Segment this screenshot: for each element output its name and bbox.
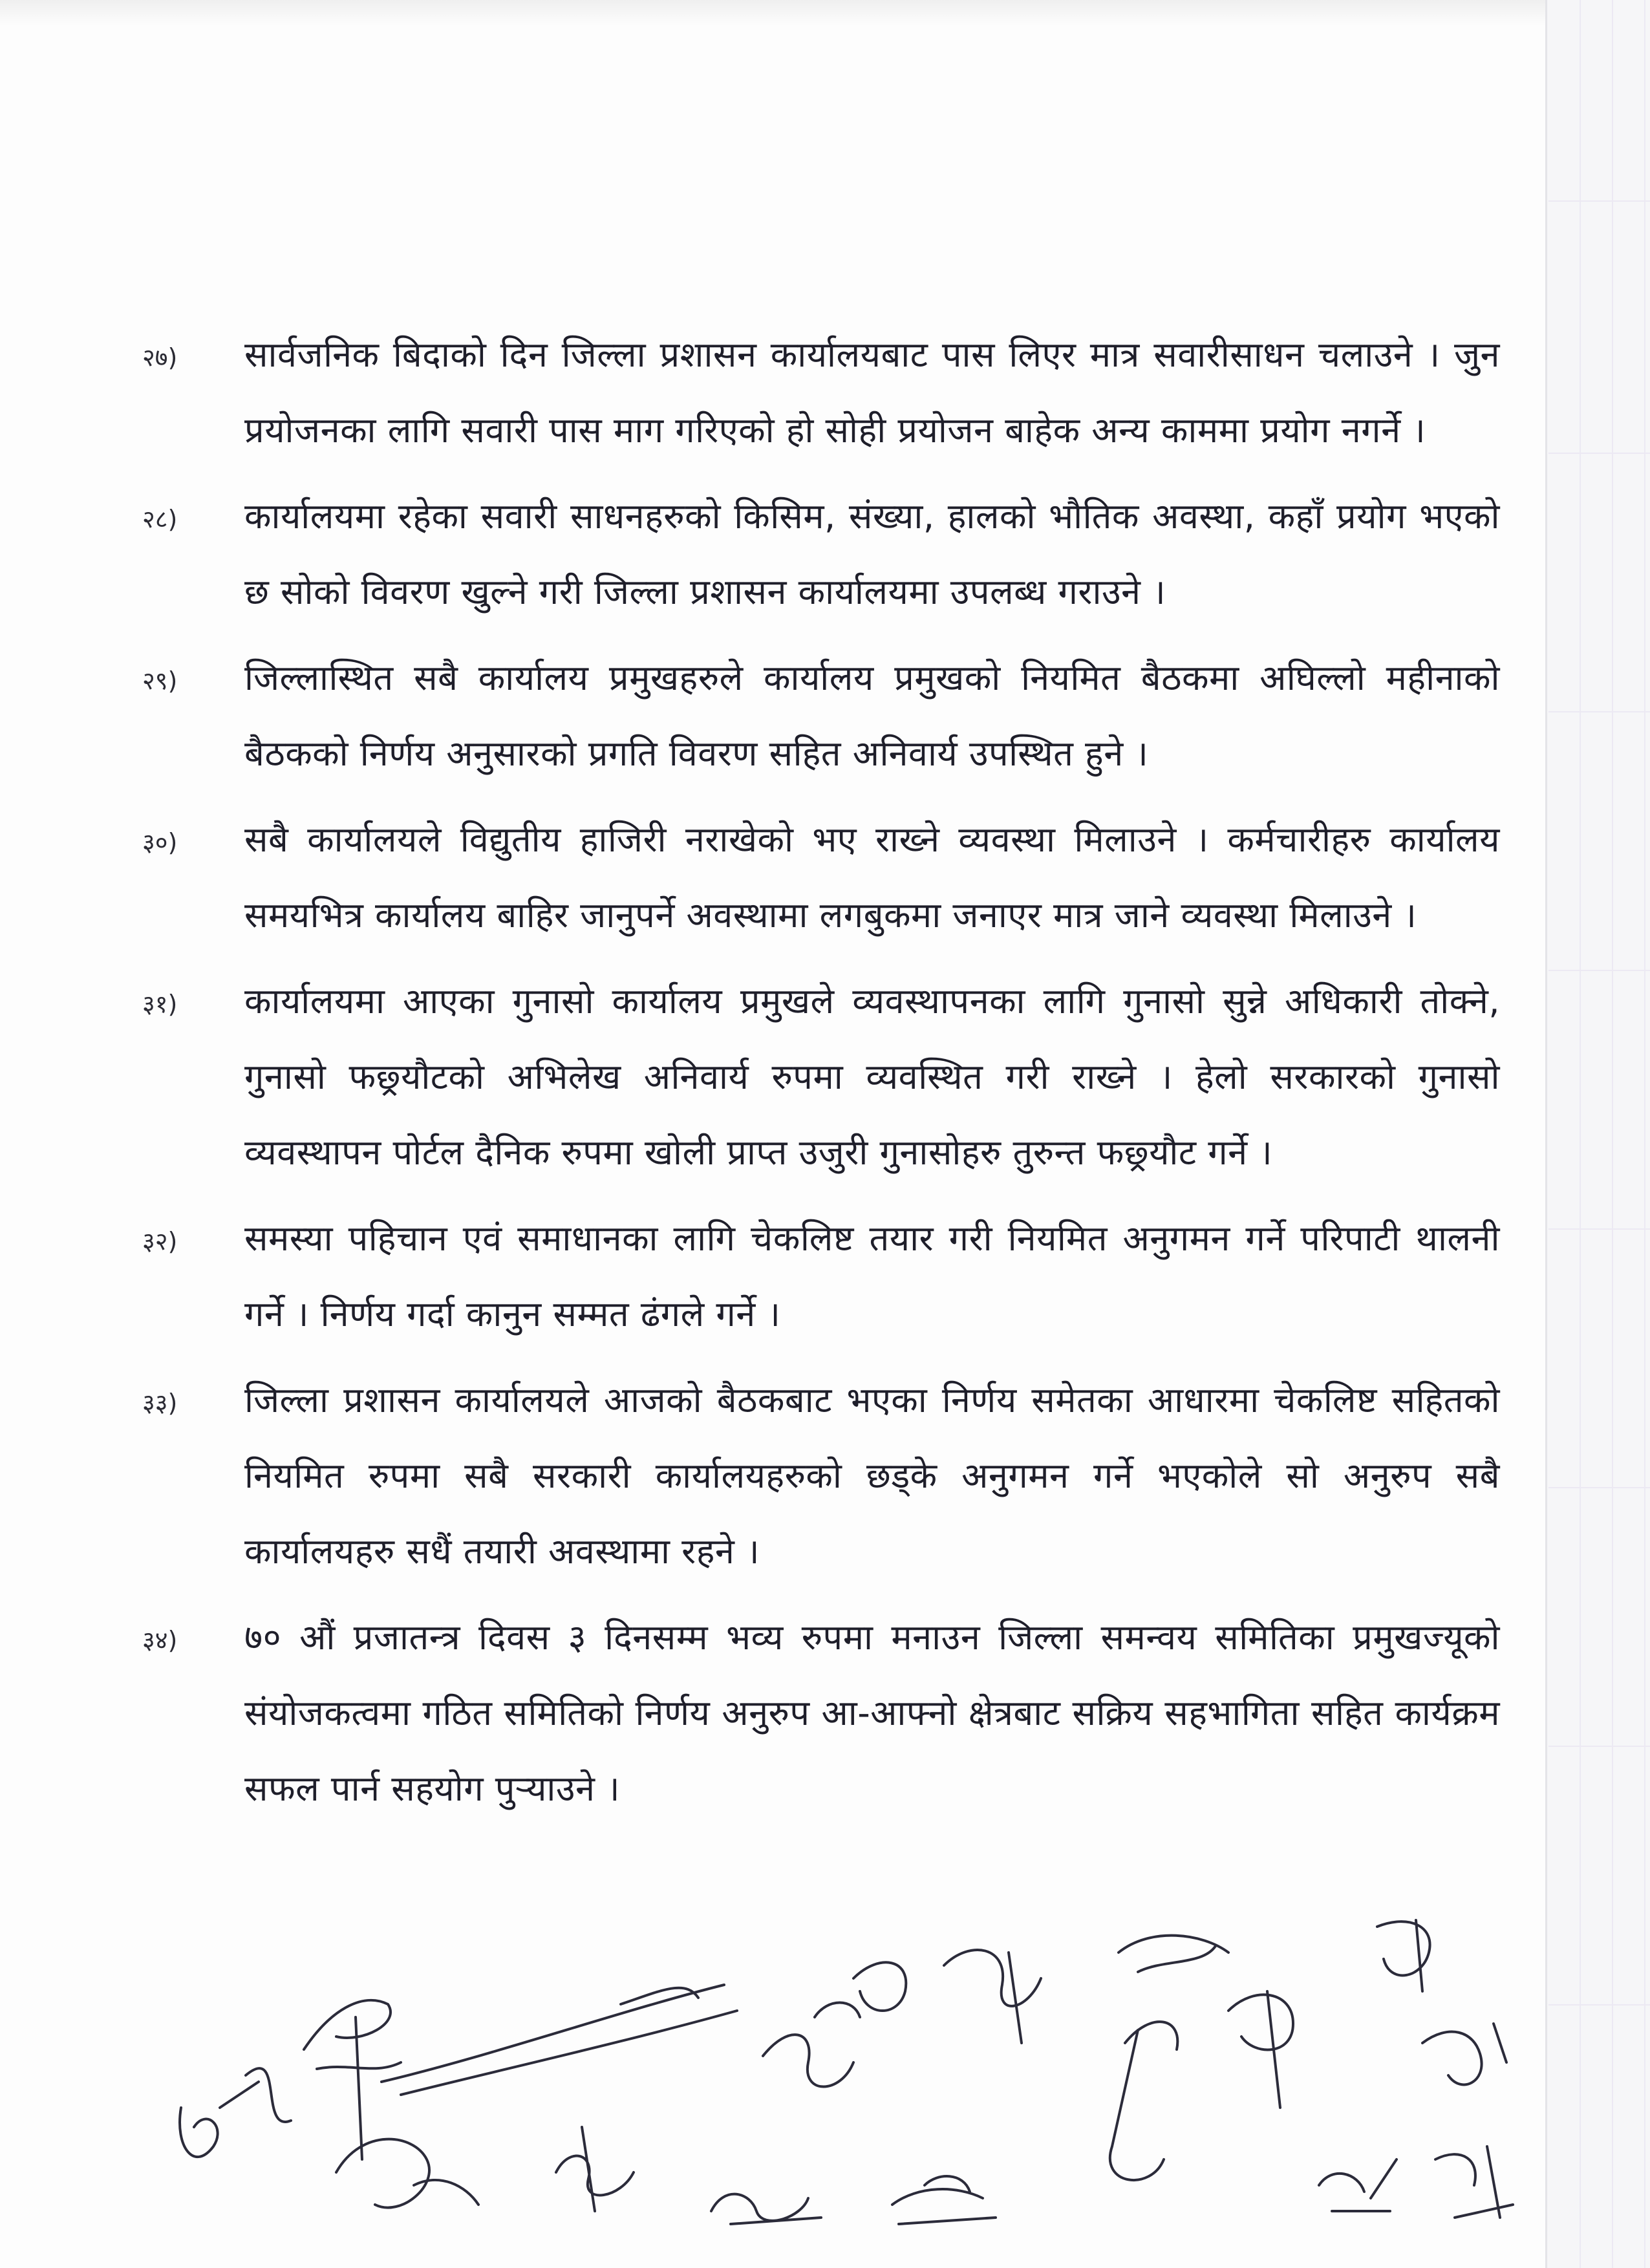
page-top-shadow xyxy=(0,0,1650,26)
signature xyxy=(892,2176,996,2224)
signature xyxy=(180,2068,291,2157)
signature xyxy=(944,1950,1041,2043)
item-number: २७) xyxy=(142,343,178,372)
grid-line xyxy=(1548,200,1650,202)
signature xyxy=(853,1962,906,2011)
signature xyxy=(556,2127,634,2211)
grid-line xyxy=(1548,970,1650,971)
decision-item xyxy=(116,963,1500,1190)
item-text: जिल्लास्थित सबै कार्यालय प्रमुखहरुले कार्यालय प्रमुखको नियमित बैठकमा अघिल्लो महीनाको बैठकको निर्णय अनुसारको प्रगति विवरण सहित अनिवार्य उपस्थित हुने । xyxy=(244,658,1500,774)
signature xyxy=(1110,2022,1177,2180)
decision-item xyxy=(116,478,1500,630)
handwritten-signatures xyxy=(168,1914,1552,2250)
decision-item xyxy=(116,1362,1500,1589)
signature xyxy=(763,2003,860,2087)
decision-list xyxy=(116,317,1500,1837)
grid-line xyxy=(1580,0,1581,2268)
grid-line xyxy=(1548,453,1650,454)
item-number: २९) xyxy=(142,667,178,695)
grid-line xyxy=(1548,711,1650,712)
grid-line xyxy=(1548,1487,1650,1488)
item-text: ७० औं प्रजातन्त्र दिवस ३ दिनसम्म भव्य रुपमा मनाउन जिल्ला समन्वय समितिका प्रमुखज्यूको संयोजकत्वमा गठित समितिको निर्णय अनुरुप आ-आफ्नो क्षेत्रबाट सक्रिय सहभागिता सहित कार्यक्रम सफल पार्न सहयोग पुऱ्याउने । xyxy=(244,1617,1500,1809)
signature xyxy=(1228,1991,1293,2108)
decision-item xyxy=(116,1201,1500,1352)
grid-line xyxy=(1548,1746,1650,1747)
item-number: ३३) xyxy=(142,1389,178,1417)
signature xyxy=(711,2194,821,2224)
signature xyxy=(1435,2146,1513,2218)
item-text: कार्यालयमा आएका गुनासो कार्यालय प्रमुखले व्यवस्थापनका लागि गुनासो सुन्ने अधिकारी तोक्ने, गुनासो फछ्र्यौटको अभिलेख अनिवार्य रुपमा व्यवस्थित गरी राख्ने । हेलो सरकारको गुनासो व्यवस्थापन पोर्टल दैनिक रुपमा खोली प्राप्त उजुरी गुनासोहरु तुरुन्त फछ्र्यौट गर्ने । xyxy=(244,981,1500,1173)
signature-area xyxy=(168,1914,1552,2250)
decision-item xyxy=(116,317,1500,468)
item-number: ३२) xyxy=(142,1227,178,1256)
signature xyxy=(336,2139,478,2208)
grid-line xyxy=(1548,2004,1650,2006)
signature xyxy=(1119,1936,1228,1972)
item-number: २८) xyxy=(142,505,178,533)
underlying-grid-paper xyxy=(1545,0,1650,2268)
decision-item xyxy=(116,640,1500,791)
item-text: समस्या पहिचान एवं समाधानका लागि चेकलिष्ट तयार गरी नियमित अनुगमन गर्ने परिपाटी थालनी गर्ने । निर्णय गर्दा कानुन सम्मत ढंगले गर्ने । xyxy=(244,1218,1500,1334)
grid-line xyxy=(1612,0,1613,2268)
item-text: कार्यालयमा रहेका सवारी साधनहरुको किसिम, संख्या, हालको भौतिक अवस्था, कहाँ प्रयोग भएको छ सोको विवरण खुल्ने गरी जिल्ला प्रशासन कार्यालयमा उपलब्ध गराउने । xyxy=(244,496,1500,612)
item-number: ३१) xyxy=(142,990,178,1018)
item-text: जिल्ला प्रशासन कार्यालयले आजको बैठकबाट भएका निर्णय समेतका आधारमा चेकलिष्ट सहितको नियमित रुपमा सबै सरकारी कार्यालयहरुको छड्के अनुगमन गर्ने भएकोले सो अनुरुप सबै कार्यालयहरु सधैं तयारी अवस्थामा रहने । xyxy=(244,1380,1500,1572)
grid-line xyxy=(1548,1228,1650,1230)
decision-item xyxy=(116,802,1500,953)
signature xyxy=(381,1985,737,2095)
item-text: सबै कार्यालयले विद्युतीय हाजिरी नराखेको भए राख्ने व्यवस्था मिलाउने । कर्मचारीहरु कार्यालय समयभित्र कार्यालय बाहिर जानुपर्ने अवस्थामा लगबुकमा जनाएर मात्र जाने व्यवस्था मिलाउने । xyxy=(244,819,1500,936)
decision-item xyxy=(116,1599,1500,1826)
signature xyxy=(1319,2159,1397,2211)
item-number: ३४) xyxy=(142,1626,178,1654)
signature xyxy=(1422,2024,1506,2084)
grid-line xyxy=(1644,0,1645,2268)
signature xyxy=(1377,1920,1430,1991)
item-text: सार्वजनिक बिदाको दिन जिल्ला प्रशासन कार्यालयबाट पास लिएर मात्र सवारीसाधन चलाउने । जुन प्रयोजनका लागि सवारी पास माग गरिएको हो सोही प्रयोजन बाहेक अन्य काममा प्रयोग नगर्ने । xyxy=(244,334,1500,451)
item-number: ३०) xyxy=(142,828,178,857)
